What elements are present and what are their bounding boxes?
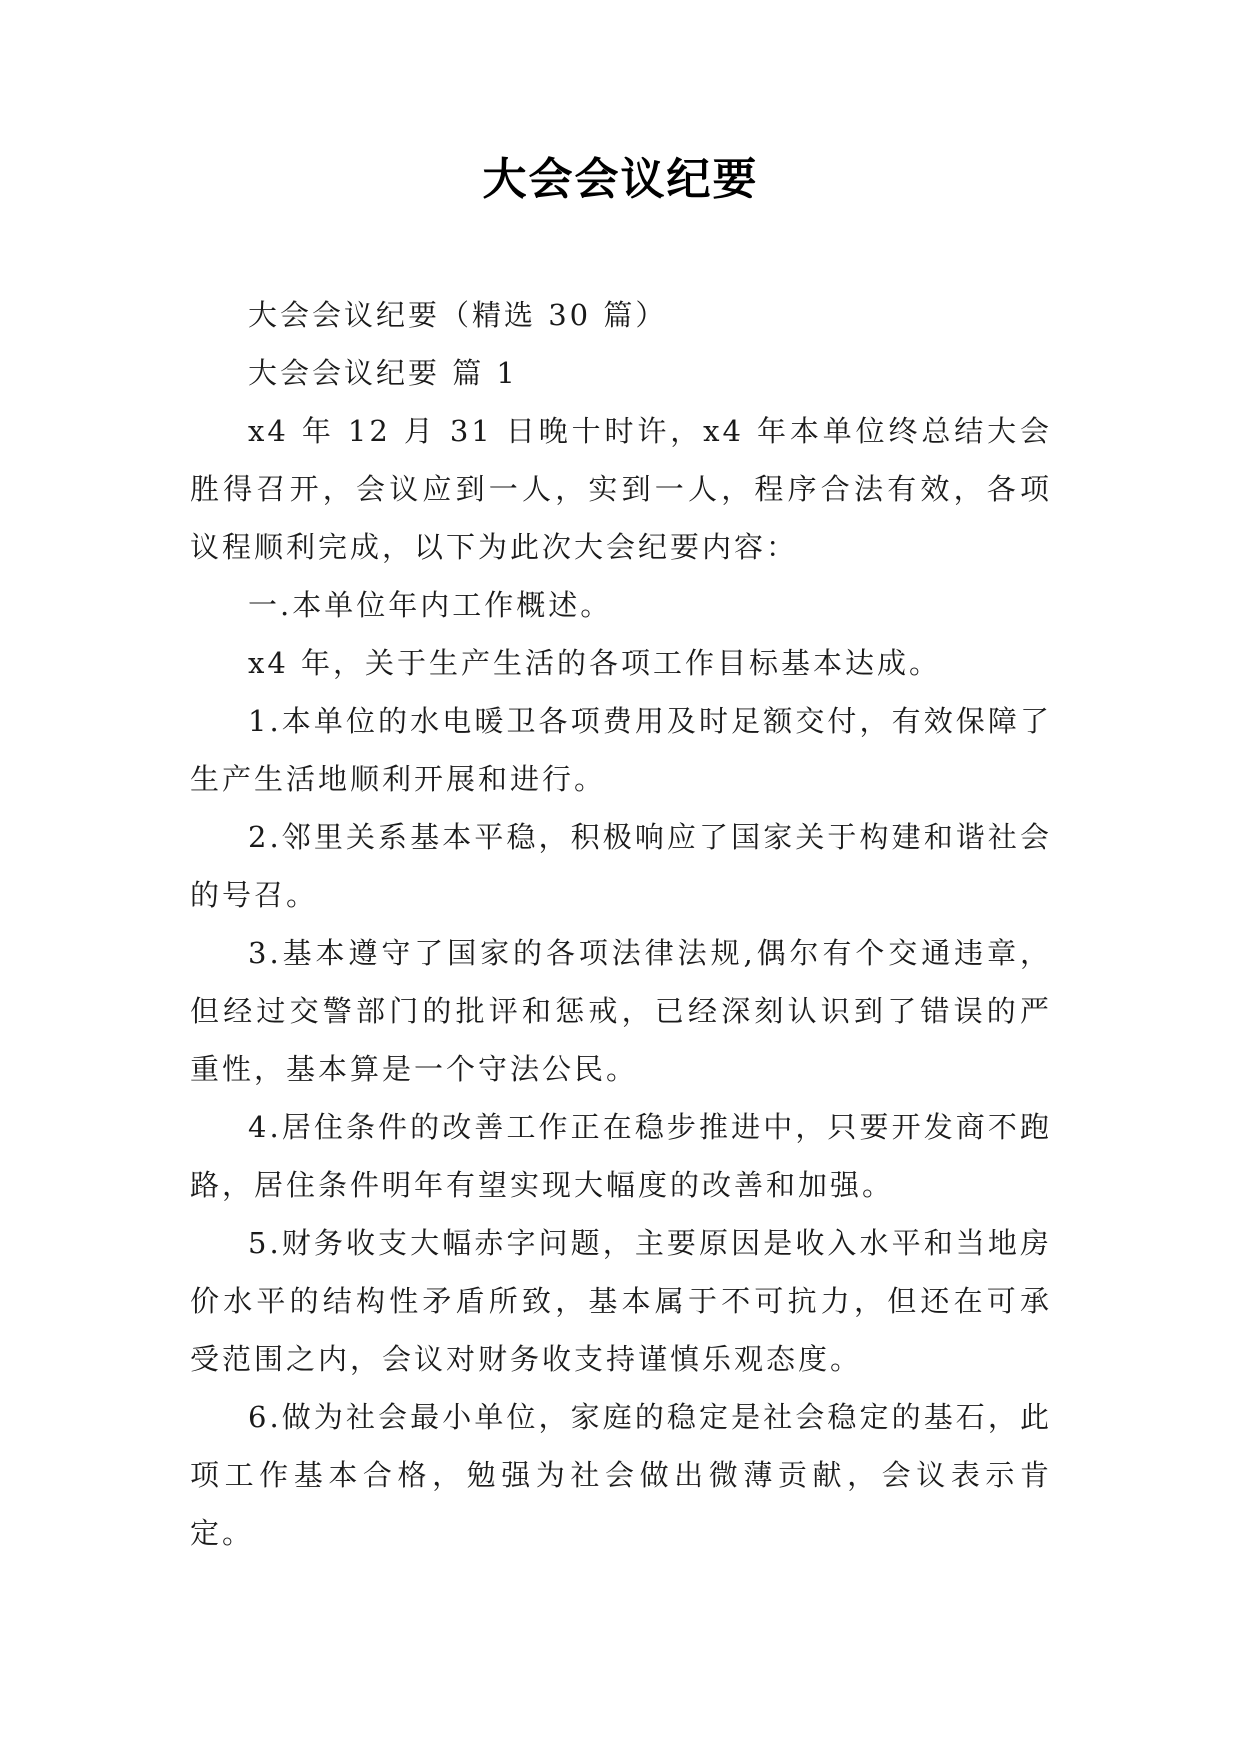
- document-body: [190, 286, 1052, 1562]
- paragraph-item-5: 5.财务收支大幅赤字问题，主要原因是收入水平和当地房价水平的结构性矛盾所致，基本属于不可抗力，但还在可承受范围之内，会议对财务收支持谨慎乐观态度。: [190, 1226, 1052, 1376]
- paragraph-overview-summary: x4 年，关于生产生活的各项工作目标基本达成。: [248, 646, 942, 680]
- paragraph-item-6: 6.做为社会最小单位，家庭的稳定是社会稳定的基石，此项工作基本合格，勉强为社会做出微薄贡献，会议表示肯定。: [190, 1400, 1052, 1550]
- paragraph-subtitle: 大会会议纪要（精选 30 篇）: [248, 298, 668, 332]
- paragraph-overview-heading: 一.本单位年内工作概述。: [248, 588, 613, 622]
- paragraph-item-4: 4.居住条件的改善工作正在稳步推进中，只要开发商不跑路，居住条件明年有望实现大幅度的改善和加强。: [190, 1110, 1052, 1202]
- paragraph-intro: x4 年 12 月 31 日晚十时许，x4 年本单位终总结大会胜得召开，会议应到一人，实到一人，程序合法有效，各项议程顺利完成，以下为此次大会纪要内容：: [190, 414, 1052, 564]
- paragraph-item-3: 3.基本遵守了国家的各项法律法规,偶尔有个交通违章，但经过交警部门的批评和惩戒，已经深刻认识到了错误的严重性，基本算是一个守法公民。: [190, 936, 1052, 1086]
- paragraph-item-1: 1.本单位的水电暖卫各项费用及时足额交付，有效保障了生产生活地顺利开展和进行。: [190, 704, 1052, 796]
- document-title: 大会会议纪要: [482, 154, 759, 205]
- paragraph-section-heading: 大会会议纪要 篇 1: [248, 356, 518, 390]
- paragraph-item-2: 2.邻里关系基本平稳，积极响应了国家关于构建和谐社会的号召。: [190, 820, 1052, 912]
